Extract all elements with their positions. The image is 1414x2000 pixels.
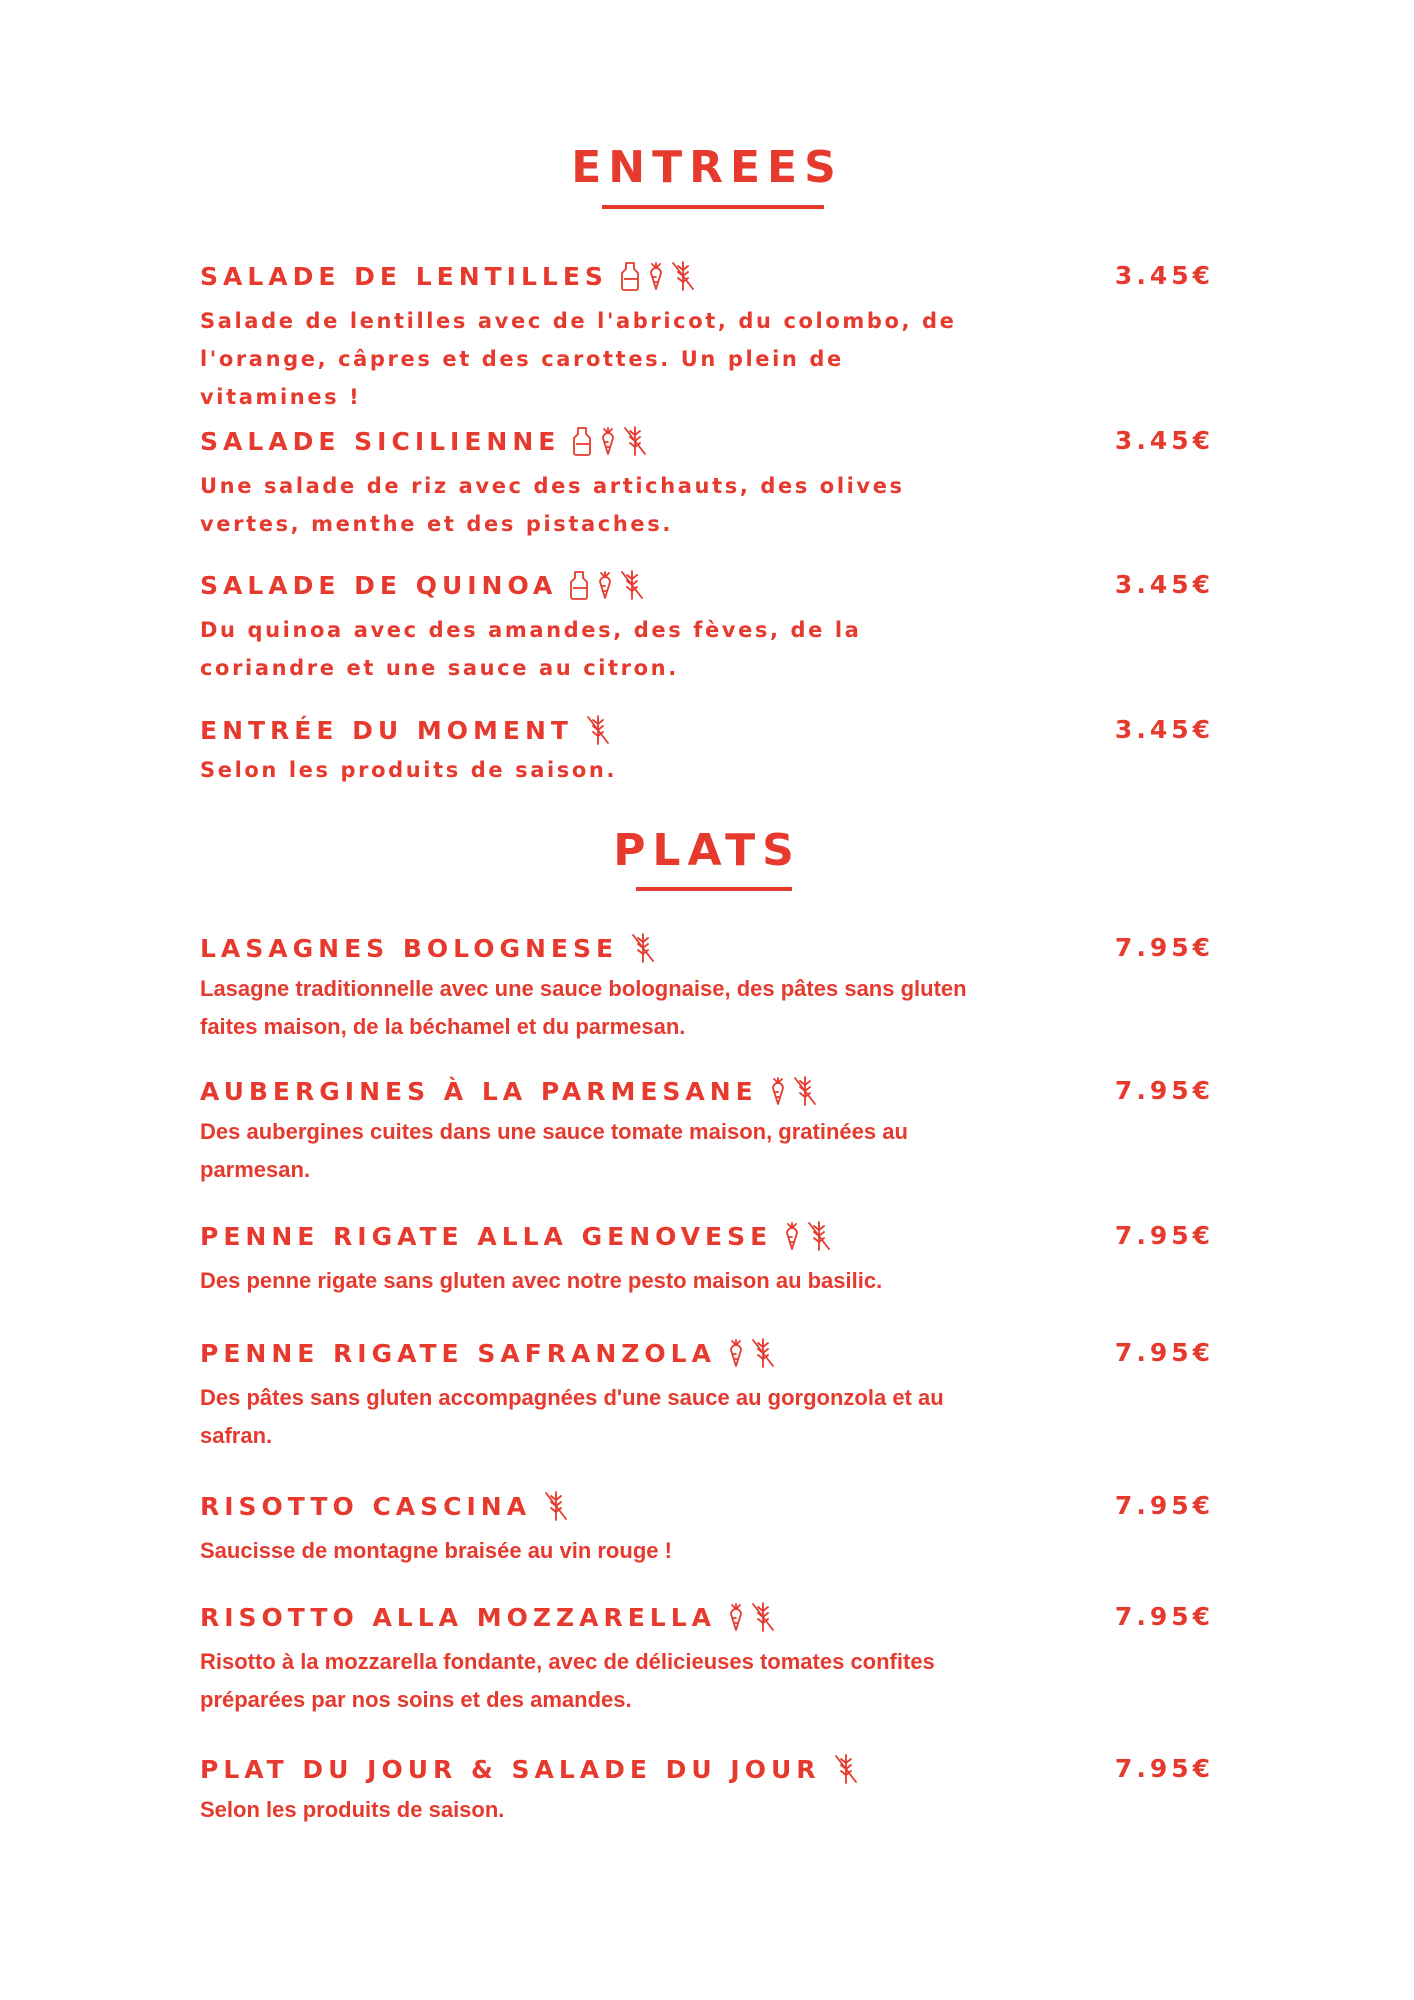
item-description: Du quinoa avec des amandes, des fèves, de la coriandre et une sauce au citron. (200, 618, 862, 680)
gluten-free-icon (750, 1601, 776, 1633)
item-name (200, 1071, 818, 1111)
dietary-icons (833, 1753, 859, 1785)
item-description: Selon les produits de saison. (200, 1797, 505, 1822)
item-price: 7.95€ (1114, 1076, 1214, 1105)
item-name-label: PENNE RIGATE ALLA GENOVESE (200, 1221, 773, 1251)
item-description: Lasagne traditionnelle avec une sauce bolognaise, des pâtes sans gluten faites maison, de la béchamel et du parmesan. (200, 976, 967, 1039)
item-name-label: PENNE RIGATE SAFRANZOLA (200, 1338, 716, 1368)
item-name-label: AUBERGINES À LA PARMESANE (200, 1076, 758, 1106)
item-name (200, 710, 611, 750)
section-title-entrees: ENTREES (571, 142, 843, 193)
dietary-icons (728, 1337, 776, 1369)
gluten-free-icon (543, 1490, 569, 1522)
item-description: Risotto à la mozzarella fondante, avec de délicieuses tomates confites préparées par nos soins et des amandes. (200, 1649, 935, 1712)
item-name (200, 1597, 776, 1637)
item-price: 7.95€ (1114, 1602, 1214, 1631)
item-price: 3.45€ (1114, 426, 1214, 455)
item-name (200, 928, 656, 968)
item-name-label: SALADE DE LENTILLES (200, 261, 608, 291)
item-description: Des pâtes sans gluten accompagnées d'une sauce au gorgonzola et au safran. (200, 1385, 944, 1448)
gluten-free-icon (792, 1075, 818, 1107)
item-price: 3.45€ (1114, 261, 1214, 290)
item-name-label: RISOTTO ALLA MOZZARELLA (200, 1602, 716, 1632)
item-name-label: RISOTTO CASCINA (200, 1491, 532, 1521)
item-description: Des aubergines cuites dans une sauce tomate maison, gratinées au parmesan. (200, 1119, 908, 1182)
dietary-icons (770, 1075, 818, 1107)
gluten-free-icon (833, 1753, 859, 1785)
title-underline-entrees (602, 205, 824, 209)
gluten-free-icon (630, 932, 656, 964)
item-description: Selon les produits de saison. (200, 758, 618, 782)
carrot-icon (770, 1076, 786, 1106)
gluten-free-icon (670, 260, 696, 292)
dietary-icons (620, 260, 696, 292)
item-name (200, 1486, 569, 1526)
gluten-free-icon (622, 425, 648, 457)
gluten-free-icon (750, 1337, 776, 1369)
carrot-icon (784, 1221, 800, 1251)
item-price: 7.95€ (1114, 933, 1214, 962)
item-description: Salade de lentilles avec de l'abricot, du colombo, de l'orange, câpres et des carottes. Un plein de vitamines ! (200, 309, 957, 409)
item-price: 7.95€ (1114, 1754, 1214, 1783)
dietary-icons (585, 714, 611, 746)
dietary-icons (543, 1490, 569, 1522)
gluten-free-icon (806, 1220, 832, 1252)
gluten-free-icon (619, 569, 645, 601)
item-description: Saucisse de montagne braisée au vin rouge ! (200, 1538, 672, 1563)
title-underline-plats (636, 887, 792, 891)
bottle-icon (569, 570, 591, 600)
carrot-icon (597, 570, 613, 600)
dietary-icons (784, 1220, 832, 1252)
item-name (200, 421, 648, 461)
item-name-label: PLAT DU JOUR & SALADE DU JOUR (200, 1754, 821, 1784)
section-title-plats: PLATS (613, 825, 801, 876)
bottle-icon (620, 261, 642, 291)
gluten-free-icon (585, 714, 611, 746)
carrot-icon (728, 1602, 744, 1632)
item-name (200, 1749, 859, 1789)
item-price: 7.95€ (1114, 1221, 1214, 1250)
bottle-icon (572, 426, 594, 456)
carrot-icon (600, 426, 616, 456)
carrot-icon (648, 261, 664, 291)
dietary-icons (569, 569, 645, 601)
dietary-icons (630, 932, 656, 964)
item-name-label: SALADE SICILIENNE (200, 426, 561, 456)
item-price: 7.95€ (1114, 1491, 1214, 1520)
dietary-icons (572, 425, 648, 457)
dietary-icons (728, 1601, 776, 1633)
item-price: 3.45€ (1114, 570, 1214, 599)
item-name-label: LASAGNES BOLOGNESE (200, 933, 619, 963)
item-name-label: ENTRÉE DU MOMENT (200, 715, 573, 745)
item-name (200, 256, 696, 296)
item-description: Une salade de riz avec des artichauts, des olives vertes, menthe et des pistaches. (200, 474, 905, 536)
item-price: 3.45€ (1114, 715, 1214, 744)
carrot-icon (728, 1338, 744, 1368)
item-name (200, 1216, 832, 1256)
item-price: 7.95€ (1114, 1338, 1214, 1367)
item-name (200, 1333, 776, 1373)
item-name-label: SALADE DE QUINOA (200, 570, 558, 600)
item-description: Des penne rigate sans gluten avec notre pesto maison au basilic. (200, 1268, 883, 1293)
item-name (200, 565, 645, 605)
